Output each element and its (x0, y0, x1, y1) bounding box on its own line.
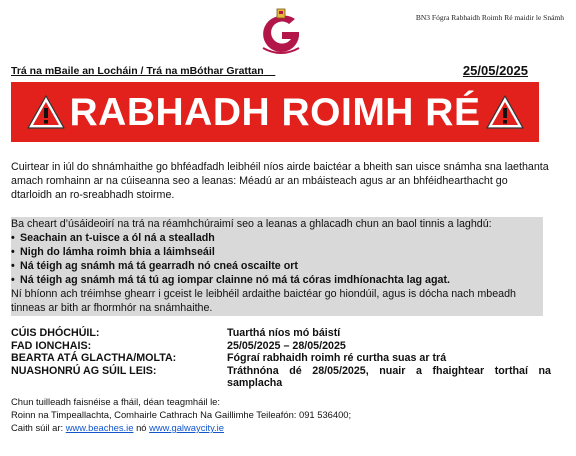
beach-location (11, 65, 275, 77)
list-item: • Ná téigh ag snámh má tá tú ag iompar clainne nó má tá córas imdhíonachta lag agat. (11, 274, 450, 286)
beaches-link[interactable]: www.beaches.ie (65, 422, 134, 433)
contact-footer (11, 395, 351, 434)
fact-value: Fógraí rabhaidh roimh ré curtha suas ar trá (227, 352, 447, 364)
fact-label: CÚIS DHÓCHÚIL: (11, 327, 100, 339)
fact-label: FAD IONCHAIS: (11, 339, 92, 352)
banner-title: RABHADH ROIMH RÉ (69, 90, 481, 134)
fact-label: NUASHONRÚ AG SÚIL LEIS: (11, 364, 157, 377)
warning-banner (11, 82, 539, 142)
list-item: • Nigh do lámha roimh bhia a láimhseáil (11, 246, 215, 258)
notice-date: 25/05/2025 (462, 63, 528, 78)
table-row (11, 352, 551, 365)
fact-value: Tráthnóna dé 28/05/2025, nuair a fhaightear torthaí na samplacha (227, 364, 551, 389)
precautions-note: Ní bhíonn ach tréimhse ghearr i gceist le leibhéil ardaithe baictéar go hiondúil, agus is dócha nach mbeadh tinneas ar bith ar fhormhór na snámhaithe. (11, 288, 517, 314)
footer-line: Chun tuilleadh faisnéise a fháil, déan teagmháil le: (11, 396, 220, 407)
galway-city-council-logo-icon (256, 8, 306, 58)
bullet-icon: • (11, 260, 15, 272)
table-row (11, 327, 551, 340)
document-reference: BN3 Fógra Rabhaidh Roimh Ré maidir le Snámh (415, 13, 564, 22)
table-row (11, 365, 551, 390)
fact-label: BEARTA ATÁ GLACTHA/MOLTA: (11, 352, 177, 364)
precautions-box (11, 217, 543, 316)
galwaycity-link[interactable]: www.galwaycity.ie (149, 422, 224, 433)
beach-separator: / (137, 65, 147, 77)
footer-line: Roinn na Timpeallachta, Comhairle Cathrach Na Gaillimhe Teileafón: 091 536400; (11, 409, 352, 420)
beach-name-a: Trá na mBaile an Locháin (11, 65, 138, 77)
bullet-icon: • (11, 232, 15, 244)
intro-paragraph: Cuirtear in iúl do shnámhaithe go bhféadfadh leibhéil níos airde baictéar a bheith san uisce snámha sna laethanta amach romhainn ar na cúiseanna seo a leanas: Méadú ar an mbáisteach agus ar an bhféidhearthacht go dtarloidh an ro-sreabhadh stoirme. (11, 161, 549, 201)
list-item: • Ná téigh ag snámh má tá gearradh nó cneá oscailte ort (11, 260, 298, 272)
precautions-list (11, 231, 543, 287)
fact-value: Tuarthá níos mó báistí (227, 327, 341, 339)
facts-table (11, 327, 551, 390)
warning-triangle-icon (485, 94, 525, 130)
warning-triangle-icon (26, 94, 66, 130)
footer-line: Caith súil ar: www.beaches.ie nó www.galwaycity.ie (11, 422, 224, 433)
fact-value: 25/05/2025 – 28/05/2025 (227, 339, 346, 352)
precautions-lead: Ba cheart d’úsáideoirí na trá na réamhchúraimí seo a leanas a ghlacadh chun an baol tinnis a laghdú: (11, 218, 492, 230)
bullet-icon: • (11, 246, 15, 258)
table-row (11, 340, 551, 353)
list-item: • Seachain an t-uisce a ól ná a stealladh (11, 232, 215, 244)
bullet-icon: • (11, 274, 15, 286)
beach-name-b: Trá na mBóthar Grattan (146, 65, 264, 77)
